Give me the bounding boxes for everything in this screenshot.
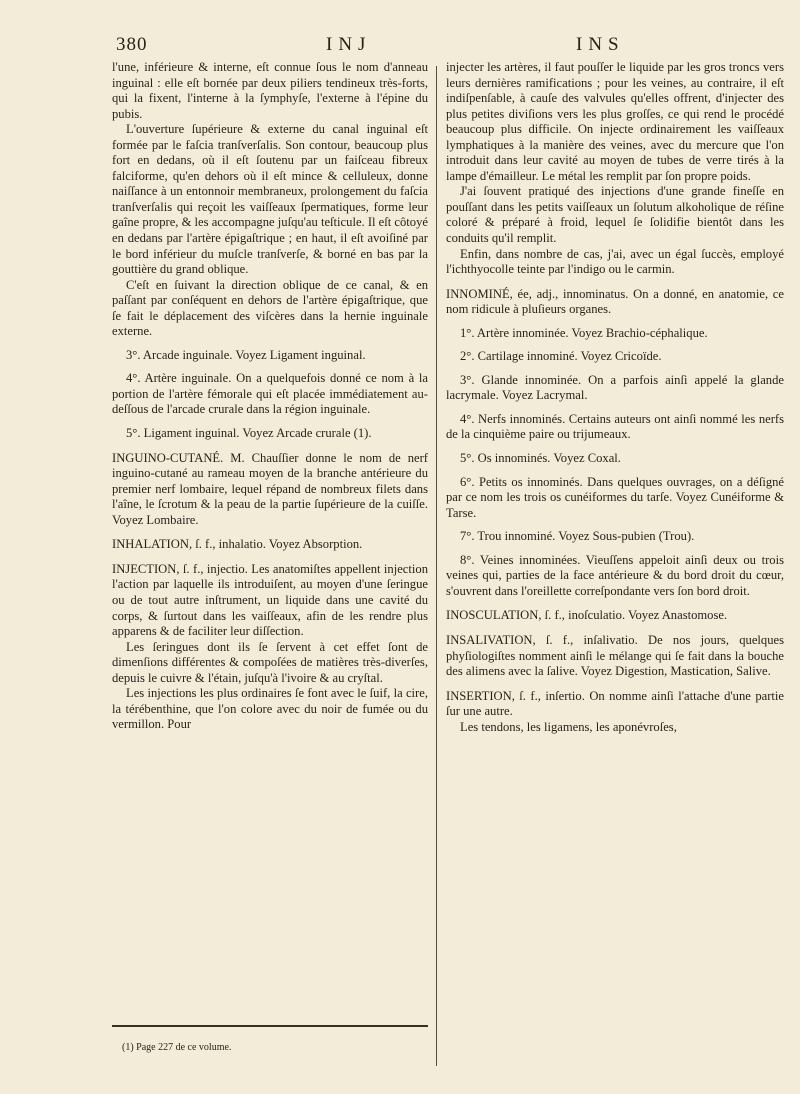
numbered-item: 2°. Cartilage innominé. Voyez Cricoïde. [460,349,662,364]
entry-injection: INJECTION, ſ. f., injectio. Les anatomiſtes appellent injection l'action par laquelle ils introduiſent, au moyen d'une ſeringue ou de tout autre inſtrument, un liquide dans une cavité du corps, & ſurtout dans les vaiſſeaux, afin de les rendre plus apparens & de faciliter leur diſſection. [112,561,428,639]
footnote-rule [112,1025,428,1027]
right-column [446,60,784,735]
numbered-item: 5°. Ligament inguinal. Voyez Arcade crurale (1). [126,426,372,441]
entry-inguino-cutane: INGUINO-CUTANÉ. M. Chauſſier donne le nom de nerf inguino-cutané au rameau moyen de la branche antérieure du premier nerf lombaire, lequel répand de nombreux filets dans l'aîne, le ſcrotum & la peau de la partie ſupérieure de la cuiſſe. Voyez Lombaire. [112,450,428,527]
entry-inhalation: INHALATION, ſ. f., inhalatio. Voyez Absorption. [112,537,363,552]
column-rule [436,66,437,1066]
paragraph: J'ai ſouvent pratiqué des injections d'une grande fineſſe en pouſſant dans les petits vaiſſeaux un ſolutum alkoholique de réſine coloré & préparé à froid, lequel ſe ſolidifie bientôt dans les conduits qu'il remplit. [446,184,784,246]
paragraph: Les ſeringues dont ils ſe ſervent à cet effet ſont de dimenſions différentes & compoſées de matières très-diverſes, depuis le cuivre & l'étain, juſqu'à l'ivoire & au cryſtal. [112,639,428,685]
entry-innomine: INNOMINÉ, ée, adj., innominatus. On a donné, en anatomie, ce nom ridicule à pluſieurs organes. [446,286,784,317]
numbered-item: 4°. Nerfs innominés. Certains auteurs ont ainſi nommé les nerfs de la cinquième paire ou trijumeaux. [446,411,784,442]
paragraph: l'une, inférieure & interne, eſt connue ſous le nom d'anneau inguinal : elle eſt bornée par deux piliers tendineux très-forts, qui la fixent, l'interne à la ſymphyſe, l'externe à l'épine du pubis. [112,60,428,121]
page-number: 380 [116,34,148,55]
left-column [112,60,428,733]
numbered-item: 6°. Petits os innominés. Dans quelques ouvrages, on a déſigné par ce nom les trois os cunéiformes du tarſe. Voyez Cunéiforme & Tarse. [446,474,784,520]
paragraph: L'ouverture ſupérieure & externe du canal inguinal eſt formée par le faſcia tranſverſalis. Son contour, beaucoup plus fort en dedans, où il eſt ſoutenu par un faiſceau fibreux falciforme, qu'en dehors où il eſt mince & celluleux, donne naiſſance à un entonnoir membraneux, prolongement du faſcia tranſverſalis qui reçoit les vaiſſeaux ſpermatiques, forme leur gaîne propre, & les accompagne juſqu'au teſticule. Il eſt côtoyé en dedans par l'artère épigaſtrique ; en haut, il eſt avoiſiné par le bord inférieur du muſcle tranſverſe, & borné en bas par la gouttière du grand oblique. [112,122,428,277]
paragraph: injecter les artères, il faut pouſſer le liquide par les gros troncs vers leurs dernières ramifications ; pour les veines, au contraire, il eſt indiſpenſable, à cauſe des valvules qu'elles offrent, d'injecter des plus petites diviſions vers les plus groſſes, ce qui rend le procédé beaucoup plus difficile. On injecte ordinairement les vaiſſeaux lymphatiques à la manière des veines, avec du mercure que l'on introduit dans leur cavité au moyen de tubes de verre tirés à la lampe d'émailleur. Le métal les remplit par ſon propre poids. [446,60,784,183]
paragraph: C'eſt en ſuivant la direction oblique de ce canal, & en paſſant par conſéquent en dehors de l'artère épigaſtrique, que ſe fait le déplacement des viſcères dans la hernie inguinale externe. [112,277,428,339]
running-head-right: INS [576,34,625,55]
paragraph: Les tendons, les ligamens, les aponévroſes, [460,719,677,734]
footnote: (1) Page 227 de ce volume. [122,1042,232,1053]
numbered-item: 3°. Glande innominée. On a parfois ainſi appelé la glande lacrymale. Voyez Lacrymal. [446,372,784,403]
numbered-item: 3°. Arcade inguinale. Voyez Ligament inguinal. [126,347,366,362]
numbered-item: 5°. Os innominés. Voyez Coxal. [460,451,621,466]
entry-insertion: INSERTION, ſ. f., inſertio. On nomme ainſi l'attache d'une partie ſur une autre. [446,688,784,719]
numbered-item: 8°. Veines innominées. Vieuſſens appeloit ainſi deux ou trois veines qui, parties de la face antérieure & du bord droit du cœur, s'ouvrent dans l'oreillette correſpondante vers ſon bord droit. [446,552,784,598]
running-head-left: INJ [326,34,372,55]
entry-inosculation: INOSCULATION, ſ. f., inoſculatio. Voyez Anastomose. [446,608,728,623]
numbered-item: 4°. Artère inguinale. On a quelquefois donné ce nom à la portion de l'artère fémorale qui eſt placée immédiatement au-deſſous de l'arcade crurale dans la région inguinale. [112,371,428,417]
numbered-item: 1°. Artère innominée. Voyez Brachio-céphalique. [460,325,708,340]
paragraph: Enfin, dans nombre de cas, j'ai, avec un égal ſuccès, employé l'ichthyocolle teinte par l'indigo ou le carmin. [446,246,784,277]
paragraph: Les injections les plus ordinaires ſe font avec le ſuif, la cire, la térébenthine, que l'on colore avec du noir de fumée ou du vermillon. Pour [112,686,428,732]
numbered-item: 7°. Trou innominé. Voyez Sous-pubien (Trou). [460,529,695,544]
entry-insalivation: INSALIVATION, ſ. f., inſalivatio. De nos jours, quelques phyſiologiſtes nomment ainſi le mélange qui ſe fait dans la bouche des alimens avec la ſalive. Voyez Digestion, Mastication, Salive. [446,632,784,679]
